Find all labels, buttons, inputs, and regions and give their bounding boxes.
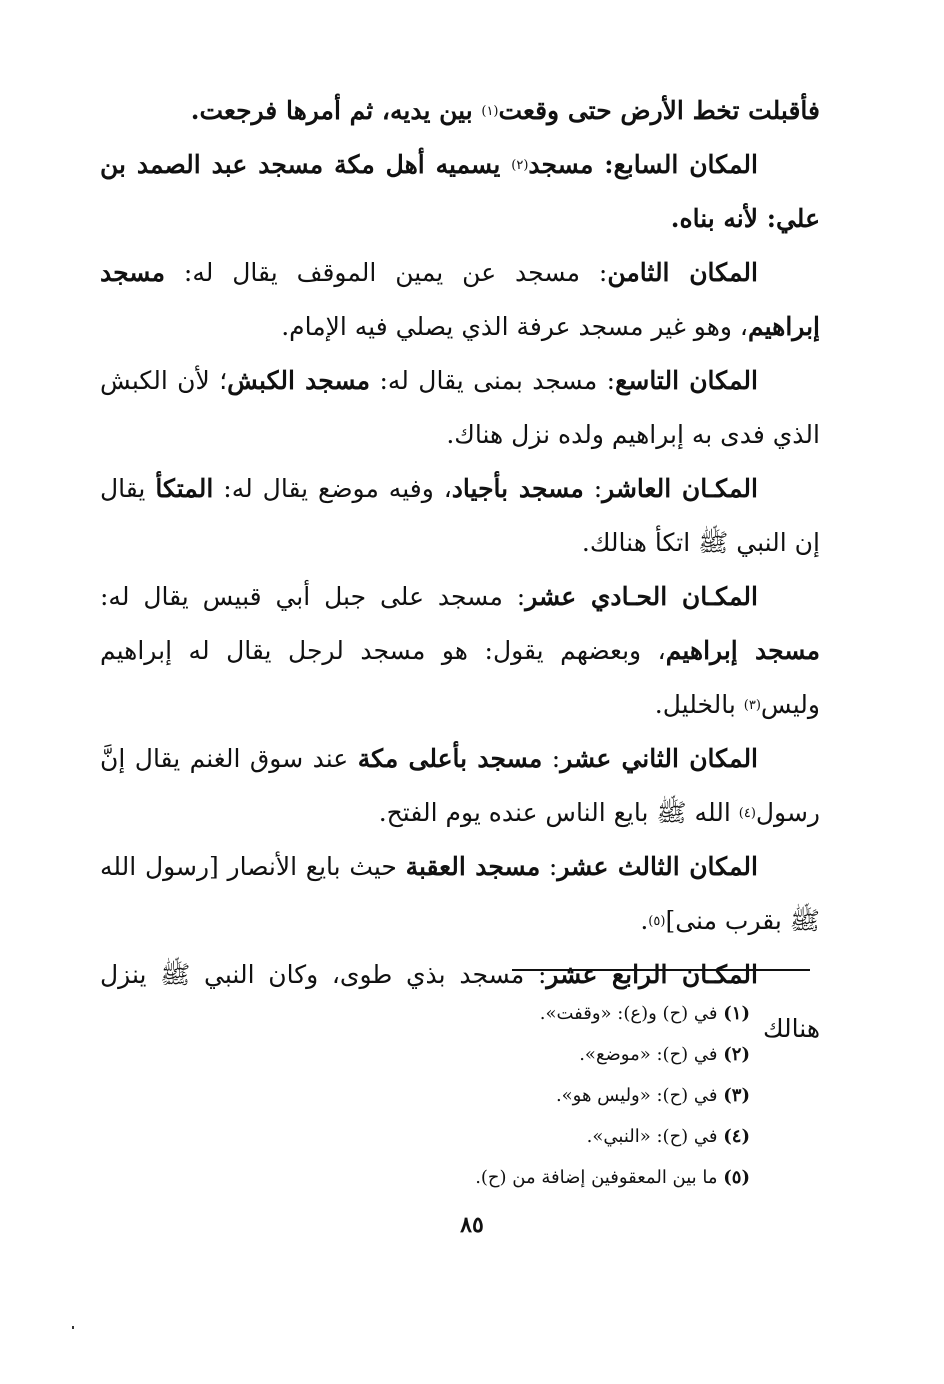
text-run: حيث بايع الأنصار [رسول الله ﷺ بقرب منى] xyxy=(100,852,820,935)
footnote-item xyxy=(250,993,750,1034)
text-run: يسميه أهل مكة مسجد عبد الصمد بن علي: لأنه بناه. xyxy=(100,150,820,233)
footnote-separator xyxy=(512,969,810,971)
text-run: مسجد الكبش xyxy=(227,366,371,395)
text-run: ، وبعضهم يقول: هو مسجد لرجل يقال له إبراهيم وليس xyxy=(100,636,820,719)
text-run: : مسجد على جبل أبي قبيس يقال له: xyxy=(100,582,526,611)
paragraph xyxy=(100,570,820,732)
text-run: الله ﷺ بايع الناس عنده يوم الفتح. xyxy=(378,798,739,827)
text-run: المكان الثامن xyxy=(607,258,758,287)
paragraph xyxy=(100,732,820,840)
footnote-text: في (ح): «النبي». xyxy=(586,1126,724,1147)
text-run: يقال إن النبي ﷺ اتكأ هنالك. xyxy=(100,474,820,557)
paragraph xyxy=(100,138,820,246)
text-run: عند سوق الغنم يقال إنَّ رسول xyxy=(100,744,820,827)
page-number: ٨٥ xyxy=(460,1212,484,1238)
paragraph xyxy=(100,462,820,570)
text-run: ، وفيه موضع يقال له: xyxy=(213,474,452,503)
text-run: مسجد العقبة xyxy=(405,852,541,881)
text-run: ، وهو غير مسجد عرفة الذي يصلي فيه الإمام. xyxy=(281,312,748,341)
text-run: المكان الثاني عشر xyxy=(560,744,759,773)
text-run: مسجد بأعلى مكة xyxy=(357,744,543,773)
footnote-text: في (ح): «موضع». xyxy=(579,1044,724,1065)
text-run: المتكأ xyxy=(155,474,214,503)
footnote-item xyxy=(250,1157,750,1198)
text-run: مسجد إبراهيم xyxy=(100,258,820,341)
text-run: بين يديه، ثم أمرها فرجعت. xyxy=(190,96,482,125)
text-run: : xyxy=(542,744,561,773)
footnote-item xyxy=(250,1075,750,1116)
footnote-marker: (٤) xyxy=(738,806,756,821)
paragraph xyxy=(100,354,820,462)
footnote-marker: (٢) xyxy=(511,158,529,173)
footnote-number: (٥) xyxy=(723,1167,750,1188)
footnote-number: (١) xyxy=(723,1003,750,1024)
footnote-text: في (ح) و(ع): «وقفت». xyxy=(539,1003,724,1024)
text-run: فأقبلت تخط الأرض حتى وقعت xyxy=(498,96,820,125)
paragraph xyxy=(100,84,820,138)
footnote-item xyxy=(250,1116,750,1157)
main-text xyxy=(100,84,820,1056)
text-run: المكان السابع: مسجد xyxy=(528,150,758,179)
paragraph xyxy=(100,840,820,948)
text-run: المكان الثالث عشر xyxy=(557,852,758,881)
text-run: المكـان الرابع عشر xyxy=(546,960,758,989)
scan-speck xyxy=(72,1326,74,1329)
text-run: : مسجد عن يمين الموقف يقال له: xyxy=(164,258,608,287)
footnote-marker: (٣) xyxy=(743,698,761,713)
text-run: المكان التاسع xyxy=(615,366,758,395)
footnote-marker: (١) xyxy=(481,104,499,119)
text-run: : مسجد بذي طوى، وكان النبي ﷺ ينزل هنالك xyxy=(100,960,820,1043)
text-run: : مسجد بمنى يقال له: xyxy=(370,366,616,395)
footnote-marker: (٥) xyxy=(648,914,666,929)
text-run: : xyxy=(540,852,558,881)
paragraph xyxy=(100,246,820,354)
footnotes xyxy=(250,993,750,1198)
footnote-number: (٤) xyxy=(723,1126,750,1147)
footnote-number: (٢) xyxy=(723,1044,750,1065)
text-run: مسجد إبراهيم xyxy=(665,636,820,665)
footnote-number: (٣) xyxy=(723,1085,750,1106)
text-run: المكـان العاشر xyxy=(602,474,758,503)
footnote-item xyxy=(250,1034,750,1075)
text-run: بالخليل. xyxy=(654,690,744,719)
footnote-text: في (ح): «وليس هو». xyxy=(555,1085,724,1106)
footnote-text: ما بين المعقوفين إضافة من (ح). xyxy=(475,1167,724,1188)
text-run: مسجد بأجياد xyxy=(451,474,584,503)
text-run: : xyxy=(583,474,603,503)
text-run: ؛ لأن الكبش الذي فدى به إبراهيم ولده نزل هناك. xyxy=(100,366,820,449)
text-run: المكـان الحـادي عشر xyxy=(525,582,758,611)
text-run: . xyxy=(640,906,649,935)
